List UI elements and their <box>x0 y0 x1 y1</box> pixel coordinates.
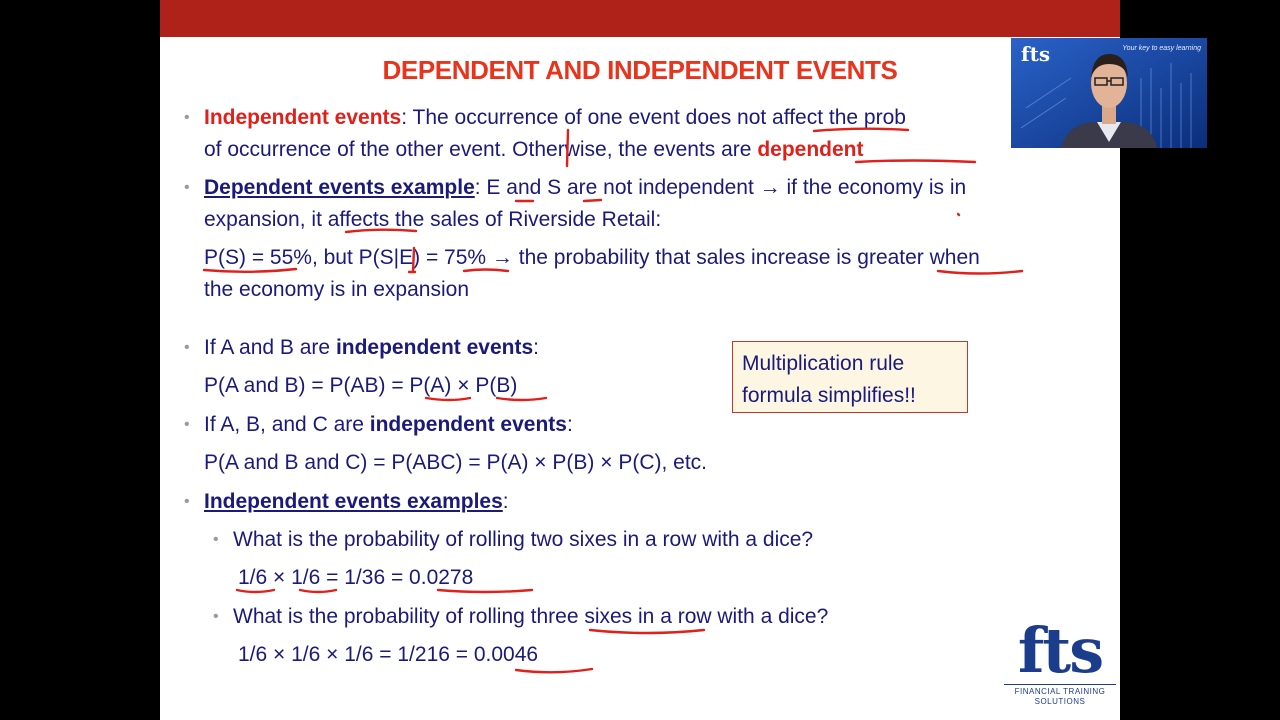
fts-logo-sub-2: SOLUTIONS <box>1034 697 1086 706</box>
sub-bullet-dot: • <box>213 531 219 548</box>
independent-def-text-2: of occurrence of the other event. Otherwise, the events are <box>204 138 758 161</box>
webcam-tagline: Your key to easy learning <box>1122 45 1201 52</box>
underline-pb <box>497 398 546 400</box>
dependent-term: dependent <box>757 138 864 161</box>
underline-s <box>584 200 601 201</box>
three-events-colon: : <box>566 413 573 436</box>
three-events-formula: P(A and B and C) = P(ABC) = P(A) × P(B) × P(C), etc. <box>204 451 708 474</box>
two-events-text: If A and B are <box>204 336 336 359</box>
fts-logo-sub-1: FINANCIAL TRAINING <box>1014 687 1106 696</box>
underline-0046 <box>516 669 592 672</box>
multiplication-rule-callout <box>732 341 968 413</box>
dependent-example-line-1 <box>204 176 966 200</box>
underline-three-sixes <box>590 630 704 633</box>
question-three-sixes: What is the probability of rolling three sixes in a row with a dice? <box>233 605 829 628</box>
examples-heading <box>204 490 509 514</box>
three-events-line <box>204 413 573 437</box>
underline-dependent <box>856 161 975 163</box>
fts-logo-mark: fts <box>1017 614 1103 687</box>
dependent-example-line-3: P(S) = 55%, but P(S|E) = 75% → the probability that sales increase is greater when <box>204 246 980 269</box>
callout-line-1: Multiplication rule <box>742 352 905 375</box>
answer-three-sixes: 1/6 × 1/6 × 1/6 = 1/216 = 0.0046 <box>238 643 539 666</box>
webcam-logo: fts <box>1021 42 1051 66</box>
dependent-example-term: Dependent events example <box>204 176 475 199</box>
callout-line-2: formula simplifies!! <box>742 384 916 407</box>
independent-def-line-1 <box>204 106 906 130</box>
fts-logo <box>1000 614 1120 713</box>
independent-def-text-1: : The occurrence of one event does not affect the prob <box>401 106 906 129</box>
slide-top-bar <box>160 0 1120 37</box>
underline-1-6-b <box>300 590 336 592</box>
webcam-overlay <box>1011 38 1207 148</box>
bullet-dot: • <box>184 493 190 510</box>
examples-term: Independent events examples <box>204 490 503 513</box>
two-events-term: independent events <box>335 336 534 359</box>
underline-1-6-a <box>237 590 274 592</box>
independent-term: Independent events <box>204 106 402 129</box>
answer-two-sixes: 1/6 × 1/6 = 1/36 = 0.0278 <box>238 566 474 589</box>
independent-def-line-2 <box>204 138 863 162</box>
slide <box>160 0 1120 720</box>
bullet-dot: • <box>184 109 190 126</box>
dependent-example-line-2: expansion, it affects the sales of Riverside Retail: <box>204 208 662 231</box>
bullet-dot: • <box>184 339 190 356</box>
dot-mark <box>958 214 959 215</box>
two-events-formula: P(A and B) = P(AB) = P(A) × P(B) <box>204 374 518 397</box>
dependent-example-text-1: : E and S are not independent → if the economy is in <box>474 176 967 199</box>
sub-bullet-dot: • <box>213 608 219 625</box>
two-events-line <box>204 336 539 360</box>
bullet-dot: • <box>184 416 190 433</box>
underline-pa <box>426 398 470 400</box>
three-events-text: If A, B, and C are <box>204 413 370 436</box>
question-two-sixes: What is the probability of rolling two sixes in a row with a dice? <box>233 528 814 551</box>
two-events-colon: : <box>533 336 539 359</box>
dependent-example-line-4: the economy is in expansion <box>204 278 469 301</box>
slide-title: DEPENDENT AND INDEPENDENT EVENTS <box>382 55 898 85</box>
three-events-term: independent events <box>369 413 567 436</box>
bullet-dot: • <box>184 179 190 196</box>
underline-greater <box>938 271 1022 274</box>
underline-0278 <box>438 590 532 592</box>
examples-colon: : <box>502 490 509 513</box>
fts-logo-subtitle <box>1004 684 1116 707</box>
